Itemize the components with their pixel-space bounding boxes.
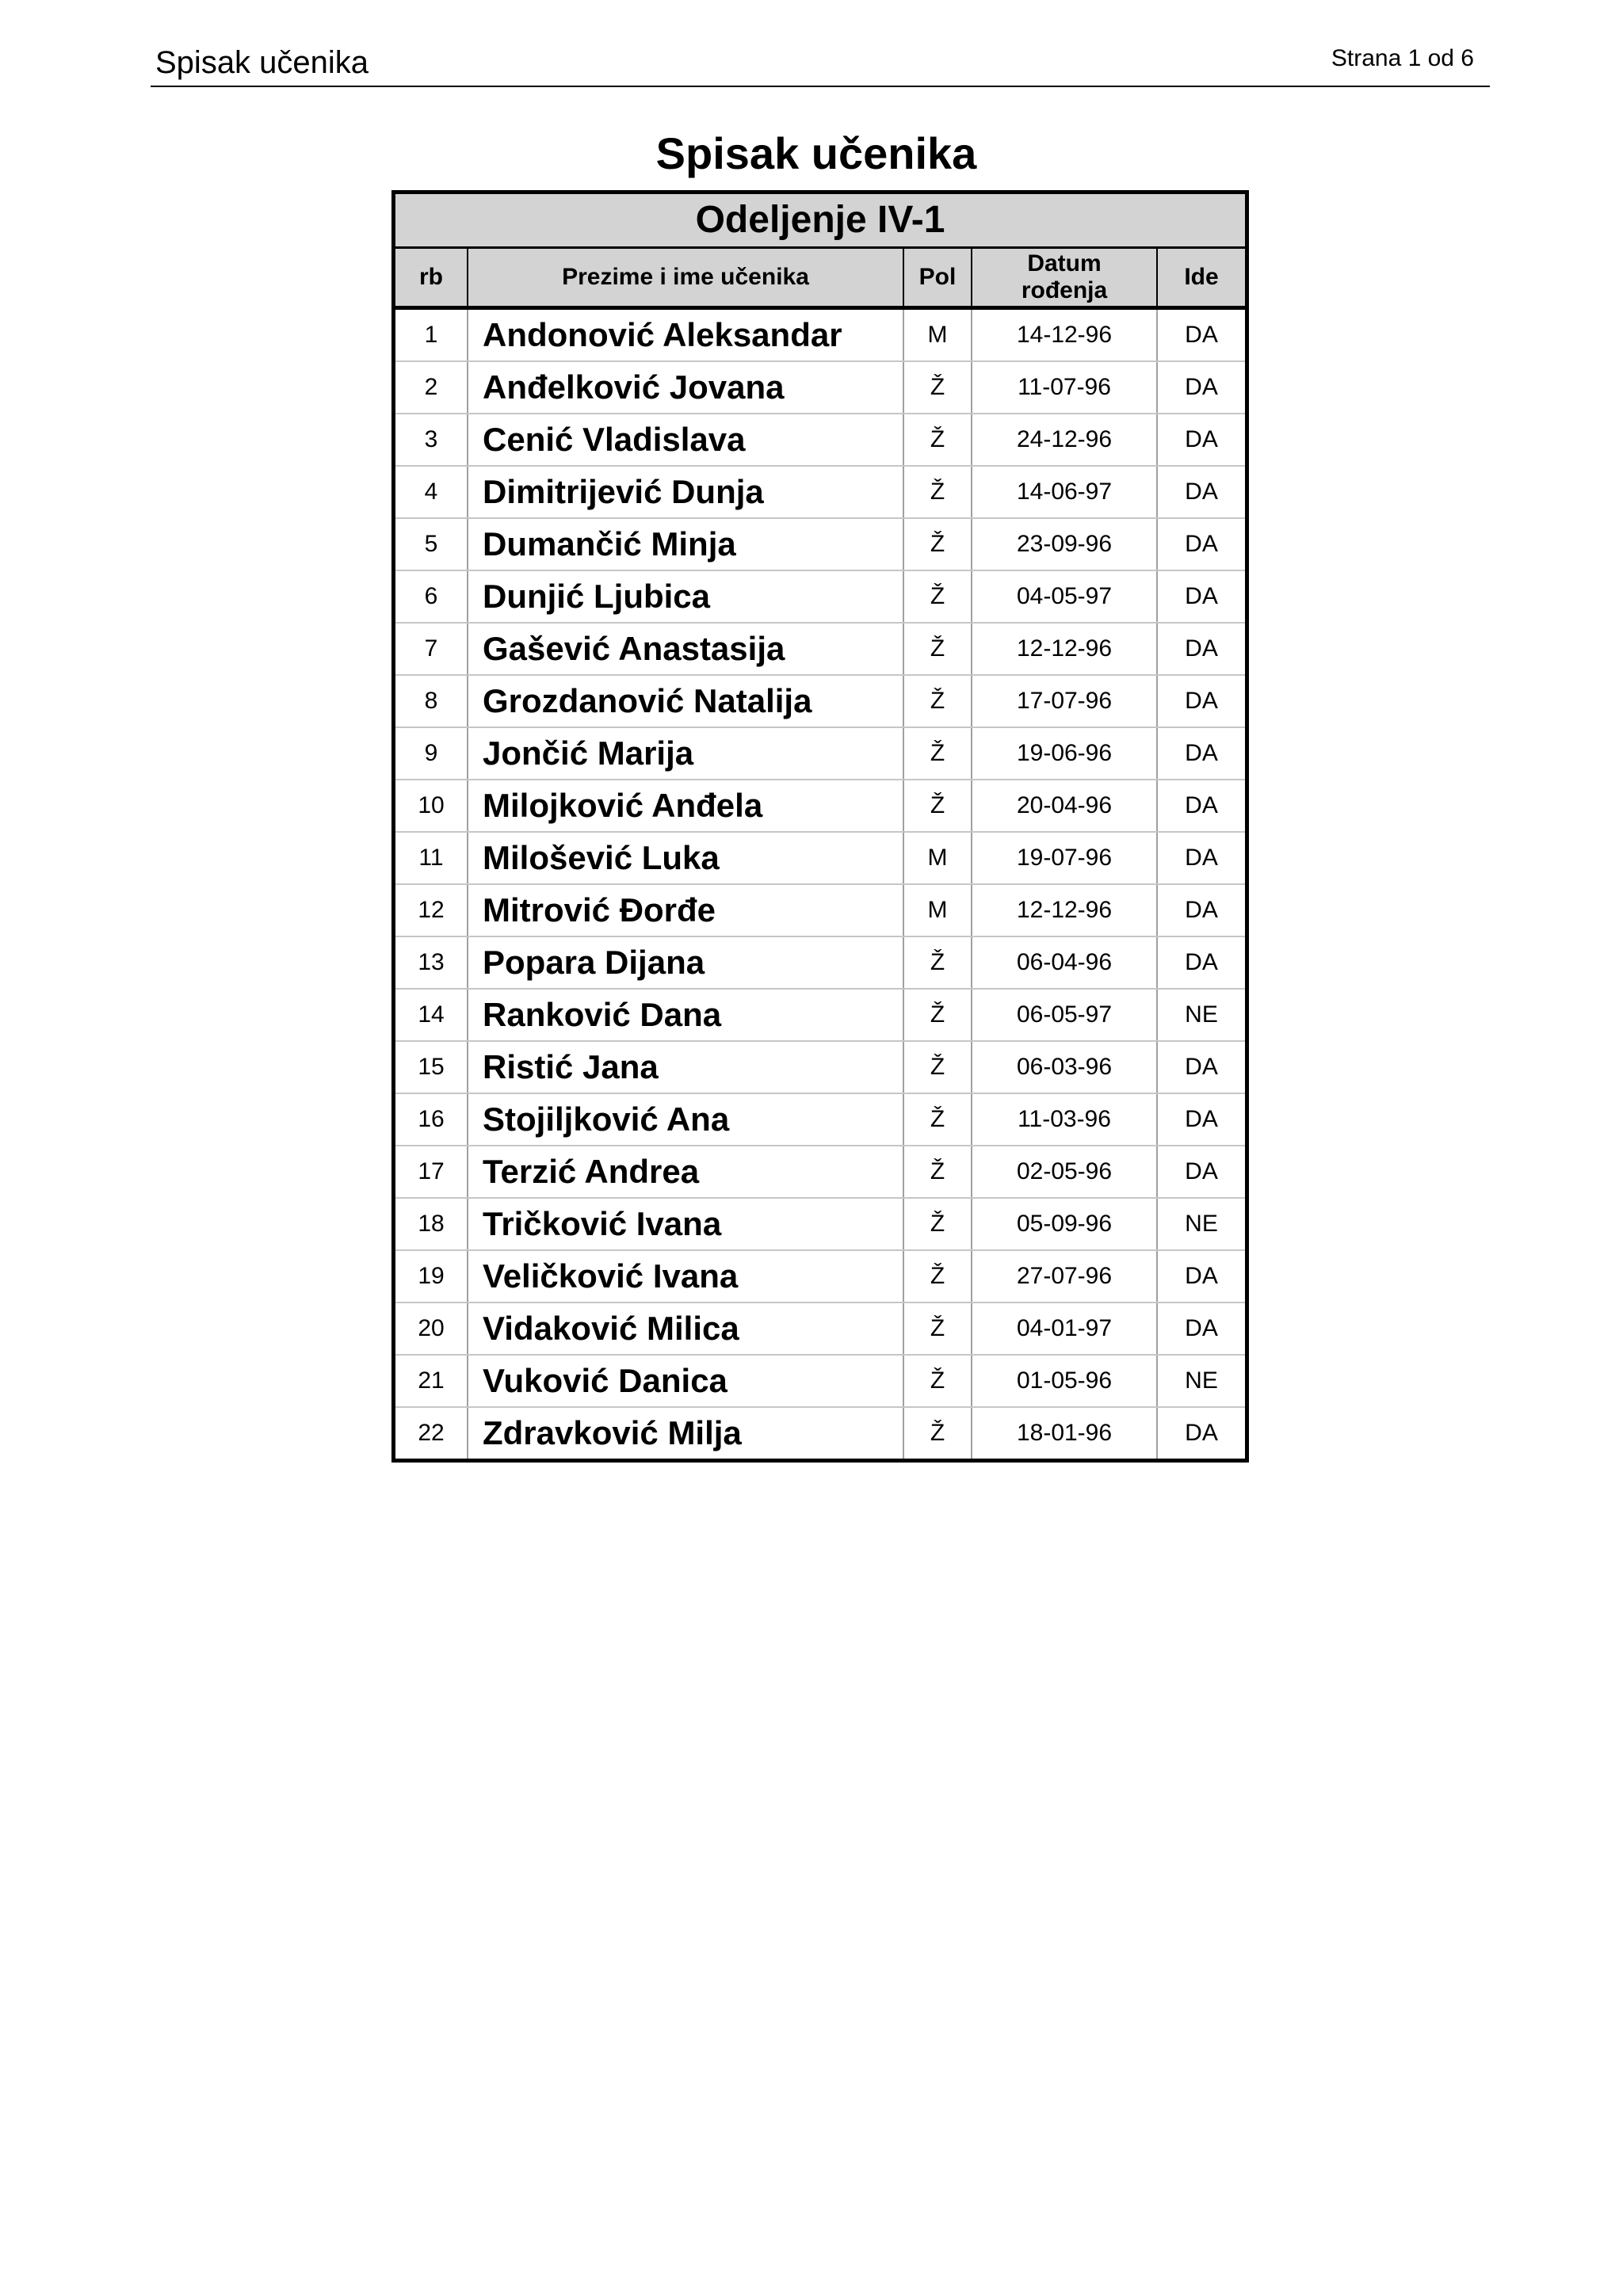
cell-dob: 23-09-96 [972,519,1158,570]
table-row [395,519,1245,571]
table-row [395,728,1245,780]
cell-attends: DA [1185,1158,1218,1184]
cell-name: Ranković Dana [468,990,904,1040]
cell-dob: 06-04-96 [972,937,1158,988]
column-header-rb: rb [395,249,468,306]
cell-sex: Ž [904,571,972,622]
cell-name: Mitrović Đorđe [468,885,904,936]
cell-sex: Ž [904,780,972,831]
cell-sex: M [904,310,972,360]
table-row [395,467,1245,519]
cell-attends: DA [1185,845,1218,871]
column-header-dob-line2: rođenja [1021,277,1108,303]
table-row [395,1408,1245,1459]
table-row [395,1094,1245,1146]
cell-name: Vidaković Milica [468,1303,904,1354]
cell-attends: DA [1185,583,1218,609]
cell-rb: 16 [395,1094,468,1145]
cell-name: Terzić Andrea [468,1146,904,1197]
cell-name: Gašević Anastasija [468,624,904,674]
cell-rb: 19 [395,1251,468,1302]
column-header-name: Prezime i ime učenika [468,249,904,306]
cell-rb: 10 [395,780,468,831]
cell-attends: DA [1185,322,1218,348]
cell-attends: DA [1185,949,1218,975]
table-row [395,362,1245,414]
cell-name: Tričković Ivana [468,1199,904,1249]
cell-name: Zdravković Milja [468,1408,904,1459]
cell-dob: 17-07-96 [972,676,1158,727]
cell-sex: Ž [904,1356,972,1406]
cell-name: Grozdanović Natalija [468,676,904,727]
cell-attends: NE [1185,1211,1218,1237]
cell-rb: 5 [395,519,468,570]
cell-name: Milošević Luka [468,833,904,883]
table-row [395,310,1245,362]
cell-rb: 21 [395,1356,468,1406]
cell-name: Ristić Jana [468,1042,904,1093]
cell-name: Dumančić Minja [468,519,904,570]
cell-name: Veličković Ivana [468,1251,904,1302]
cell-attends: DA [1185,688,1218,714]
cell-dob: 12-12-96 [972,624,1158,674]
column-header-sex: Pol [904,249,972,306]
column-header-dob [972,249,1158,306]
cell-sex: Ž [904,1251,972,1302]
cell-attends: DA [1185,374,1218,400]
table-row [395,414,1245,467]
cell-name: Dimitrijević Dunja [468,467,904,517]
document-title: Spisak učenika [655,128,977,178]
cell-attends: DA [1185,426,1218,452]
header-title: Spisak učenika [155,45,369,80]
cell-sex: Ž [904,676,972,727]
table-row [395,885,1245,937]
cell-attends: DA [1185,531,1218,557]
cell-sex: M [904,885,972,936]
cell-dob: 11-07-96 [972,362,1158,413]
cell-dob: 14-06-97 [972,467,1158,517]
cell-name: Stojiljković Ana [468,1094,904,1145]
cell-rb: 3 [395,414,468,465]
cell-rb: 8 [395,676,468,727]
cell-sex: Ž [904,467,972,517]
cell-sex: Ž [904,990,972,1040]
cell-dob: 19-06-96 [972,728,1158,779]
page-number: Strana 1 od 6 [1331,45,1474,71]
cell-name: Vuković Danica [468,1356,904,1406]
cell-sex: Ž [904,1303,972,1354]
cell-dob: 24-12-96 [972,414,1158,465]
cell-sex: Ž [904,1199,972,1249]
class-banner: Odeljenje IV-1 [395,194,1245,249]
cell-rb: 17 [395,1146,468,1197]
cell-dob: 12-12-96 [972,885,1158,936]
cell-rb: 20 [395,1303,468,1354]
cell-sex: Ž [904,414,972,465]
cell-name: Milojković Anđela [468,780,904,831]
table-row [395,571,1245,624]
cell-attends: DA [1185,740,1218,766]
cell-rb: 4 [395,467,468,517]
cell-sex: Ž [904,937,972,988]
cell-sex: Ž [904,1094,972,1145]
table-row [395,990,1245,1042]
cell-sex: M [904,833,972,883]
cell-rb: 11 [395,833,468,883]
cell-dob: 06-05-97 [972,990,1158,1040]
cell-attends: DA [1185,1315,1218,1341]
table-row [395,676,1245,728]
table-body [395,310,1245,1459]
table-row [395,1042,1245,1094]
table-row [395,1199,1245,1251]
cell-name: Anđelković Jovana [468,362,904,413]
cell-rb: 13 [395,937,468,988]
cell-attends: DA [1185,792,1218,818]
cell-dob: 01-05-96 [972,1356,1158,1406]
cell-sex: Ž [904,1408,972,1459]
cell-dob: 27-07-96 [972,1251,1158,1302]
cell-rb: 9 [395,728,468,779]
table-row [395,833,1245,885]
cell-name: Popara Dijana [468,937,904,988]
cell-dob: 04-05-97 [972,571,1158,622]
cell-dob: 11-03-96 [972,1094,1158,1145]
cell-name: Andonović Aleksandar [468,310,904,360]
cell-name: Cenić Vladislava [468,414,904,465]
cell-rb: 12 [395,885,468,936]
table-row [395,624,1245,676]
cell-attends: DA [1185,1106,1218,1132]
table-row [395,1146,1245,1199]
cell-dob: 02-05-96 [972,1146,1158,1197]
cell-rb: 15 [395,1042,468,1093]
cell-attends: DA [1185,1420,1218,1446]
cell-rb: 2 [395,362,468,413]
cell-attends: DA [1185,897,1218,923]
page-header [151,38,1490,87]
cell-rb: 7 [395,624,468,674]
cell-rb: 22 [395,1408,468,1459]
column-header-attends: Ide [1184,264,1219,290]
table-row [395,937,1245,990]
cell-dob: 06-03-96 [972,1042,1158,1093]
cell-rb: 6 [395,571,468,622]
cell-attends: NE [1185,1367,1218,1394]
cell-sex: Ž [904,624,972,674]
cell-dob: 19-07-96 [972,833,1158,883]
cell-sex: Ž [904,728,972,779]
cell-dob: 18-01-96 [972,1408,1158,1459]
cell-attends: DA [1185,479,1218,505]
table-row [395,1303,1245,1356]
cell-attends: NE [1185,1001,1218,1028]
table-row [395,780,1245,833]
cell-rb: 1 [395,310,468,360]
cell-dob: 20-04-96 [972,780,1158,831]
student-roster-table [391,190,1249,1463]
cell-sex: Ž [904,519,972,570]
cell-rb: 14 [395,990,468,1040]
column-header-dob-line1: Datum [1027,250,1102,277]
table-row [395,1356,1245,1408]
cell-name: Jončić Marija [468,728,904,779]
cell-attends: DA [1185,1054,1218,1080]
cell-dob: 04-01-97 [972,1303,1158,1354]
cell-sex: Ž [904,1042,972,1093]
cell-name: Dunjić Ljubica [468,571,904,622]
table-header-row [395,249,1245,310]
table-row [395,1251,1245,1303]
cell-attends: DA [1185,1263,1218,1289]
cell-dob: 14-12-96 [972,310,1158,360]
cell-sex: Ž [904,1146,972,1197]
cell-rb: 18 [395,1199,468,1249]
cell-sex: Ž [904,362,972,413]
cell-attends: DA [1185,635,1218,662]
cell-dob: 05-09-96 [972,1199,1158,1249]
